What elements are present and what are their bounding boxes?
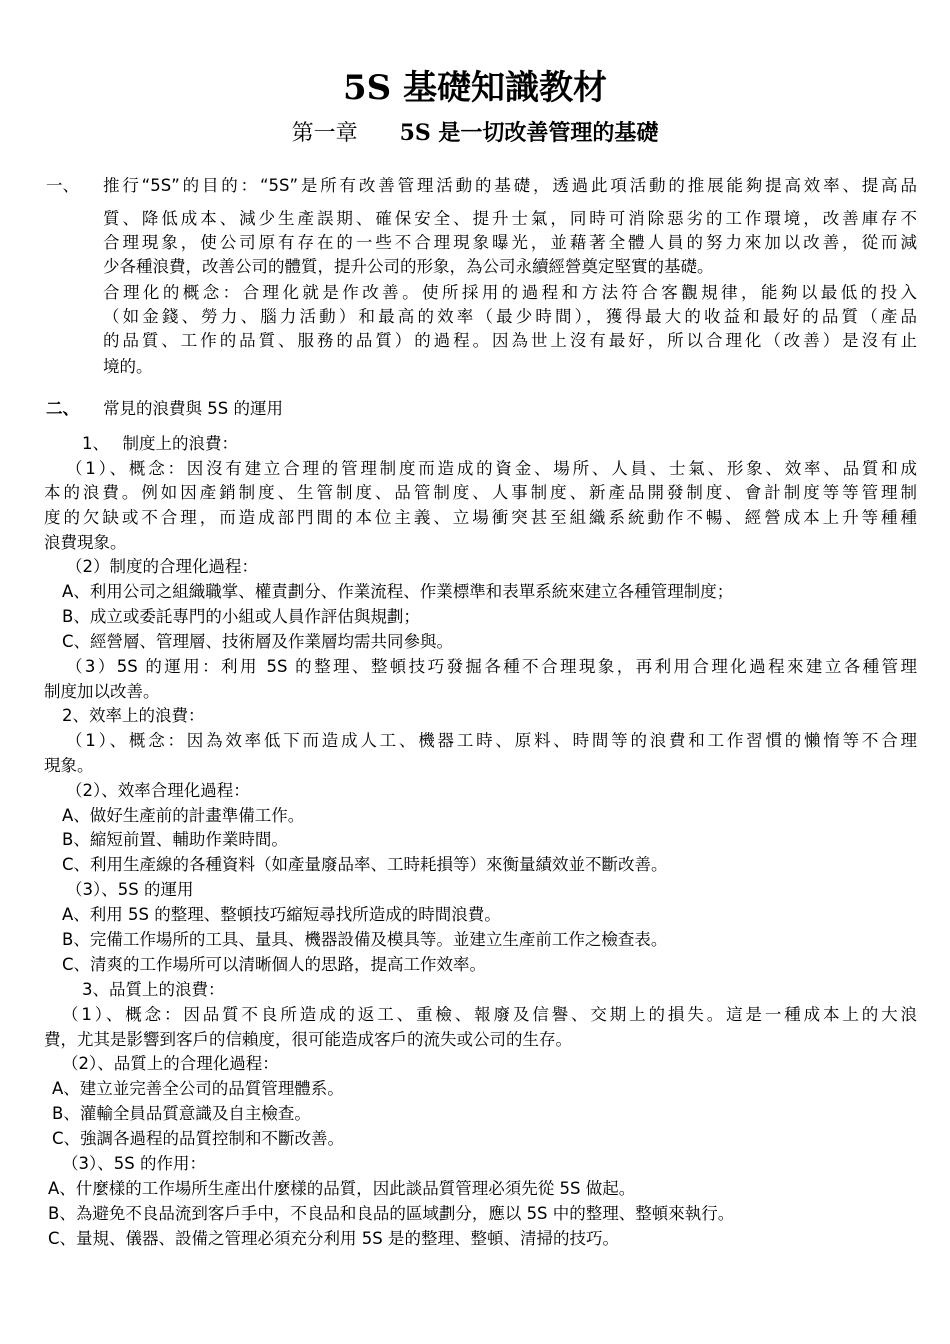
list-item: B、完備工作場所的工具、量具、機器設備及模具等。並建立生產前工作之檢查表。 bbox=[62, 930, 668, 949]
paragraph-line: 合理現象，使公司原有存在的一些不合理現象曝光，並藉著全體人員的努力來加以改善，從而減 bbox=[103, 233, 917, 252]
list-item: C、強調各過程的品質控制和不斷改善。 bbox=[52, 1129, 345, 1148]
list-heading: （2）、效率合理化過程： bbox=[66, 781, 250, 800]
paragraph-line: 現象。 bbox=[44, 756, 94, 775]
list-item: C、經營層、管理層、技術層及作業層均需共同參與。 bbox=[62, 632, 454, 651]
paragraph-line: 境的。 bbox=[103, 357, 153, 376]
subsection-heading: 3、品質上的浪費： bbox=[82, 980, 225, 999]
paragraph-line: （1）、概念：因品質不良所造成的返工、重檢、報廢及信譽、交期上的損失。這是一種成本上的大浪 bbox=[62, 1005, 917, 1024]
list-item: B、縮短前置、輔助作業時間。 bbox=[62, 830, 288, 849]
paragraph-line: 費，尤其是影響到客戶的信賴度，很可能造成客戶的流失或公司的生存。 bbox=[44, 1030, 572, 1049]
chapter-title: 5S 是一切改善管理的基礎 bbox=[399, 120, 659, 146]
list-item: B、灌輸全員品質意識及自主檢查。 bbox=[52, 1104, 311, 1123]
list-item: A、什麼樣的工作場所生產出什麼樣的品質，因此談品質管理必須先從 5S 做起。 bbox=[48, 1179, 636, 1198]
list-item: A、利用 5S 的整理、整頓技巧縮短尋找所造成的時間浪費。 bbox=[62, 905, 501, 924]
paragraph-line: （1）、概念：因沒有建立合理的管理制度而造成的資金、場所、人員、士氣、形象、效率、品質和成 bbox=[66, 459, 917, 478]
list-item: C、利用生產線的各種資料（如產量廢品率、工時耗損等）來衡量績效並不斷改善。 bbox=[62, 855, 668, 874]
list-item: B、成立或委託專門的小組或人員作評估與規劃； bbox=[62, 607, 420, 626]
list-heading: （2）、品質上的合理化過程： bbox=[62, 1054, 279, 1073]
paragraph-line: 少各種浪費，改善公司的體質，提升公司的形象，為公司永續經營奠定堅實的基礎。 bbox=[103, 257, 714, 276]
list-item: C、量規、儀器、設備之管理必須充分利用 5S 是的整理、整頓、清掃的技巧。 bbox=[48, 1229, 619, 1248]
chapter-label: 第一章 bbox=[291, 121, 358, 146]
list-heading: （3）、5S 的作用： bbox=[62, 1154, 206, 1173]
list-item: C、清爽的工作場所可以清晰個人的思路，提高工作效率。 bbox=[62, 955, 487, 974]
paragraph-line: （3）5S 的運用：利用 5S 的整理、整頓技巧發掘各種不合理現象，再利用合理化過程來建立各種管理 bbox=[66, 657, 917, 676]
paragraph-line: 的品質、工作的品質、服務的品質）的過程。因為世上沒有最好，所以合理化（改善）是沒有止 bbox=[103, 331, 917, 350]
paragraph-line: （1）、概念：因為效率低下而造成人工、機器工時、原料、時間等的浪費和工作習慣的懶惰等不合理 bbox=[66, 731, 917, 750]
section2-number: 二、 bbox=[46, 399, 79, 418]
paragraph-line: 質、降低成本、減少生產誤期、確保安全、提升士氣，同時可消除惡劣的工作環境，改善庫存不 bbox=[103, 209, 917, 228]
paragraph-line: 制度加以改善。 bbox=[44, 682, 160, 701]
section1-number: 一、 bbox=[46, 176, 79, 195]
paragraph-line: 推行“5S”的目的：“5S”是所有改善管理活動的基礎，透過此項活動的推展能夠提高效率、提高品 bbox=[103, 176, 917, 195]
list-heading: （2）制度的合理化過程： bbox=[66, 557, 258, 576]
list-heading: （3）、5S 的運用 bbox=[66, 880, 194, 899]
paragraph-line: 合理化的概念：合理化就是作改善。使所採用的過程和方法符合客觀規律，能夠以最低的投入 bbox=[103, 283, 917, 302]
chapter-heading bbox=[0, 116, 950, 147]
document-title: 5S 基礎知識教材 bbox=[342, 68, 608, 108]
list-item: A、利用公司之組織職掌、權責劃分、作業流程、作業標準和表單系統來建立各種管理制度； bbox=[62, 582, 734, 601]
list-item: B、為避免不良品流到客戶手中，不良品和良品的區域劃分，應以 5S 中的整理、整頓來執行。 bbox=[48, 1204, 735, 1223]
paragraph-line: 本的浪費。例如因產銷制度、生管制度、品管制度、人事制度、新產品開發制度、會計制度等等管理制 bbox=[44, 483, 917, 502]
list-item: A、建立並完善全公司的品質管理體系。 bbox=[52, 1079, 344, 1098]
section2-heading: 常見的浪費與 5S 的運用 bbox=[103, 399, 283, 418]
paragraph-line: （如金錢、勞力、腦力活動）和最高的效率（最少時間），獲得最大的收益和最好的品質（產品 bbox=[103, 307, 917, 326]
subsection-heading: 1、 制度上的浪費： bbox=[82, 434, 238, 453]
paragraph-line: 浪費現象。 bbox=[44, 533, 127, 552]
list-item: A、做好生產前的計畫準備工作。 bbox=[62, 806, 305, 825]
paragraph-line: 度的欠缺或不合理，而造成部門間的本位主義、立場衝突甚至組織系統動作不暢、經營成本上升等種種 bbox=[44, 508, 917, 527]
subsection-heading: 2、效率上的浪費： bbox=[62, 706, 205, 725]
